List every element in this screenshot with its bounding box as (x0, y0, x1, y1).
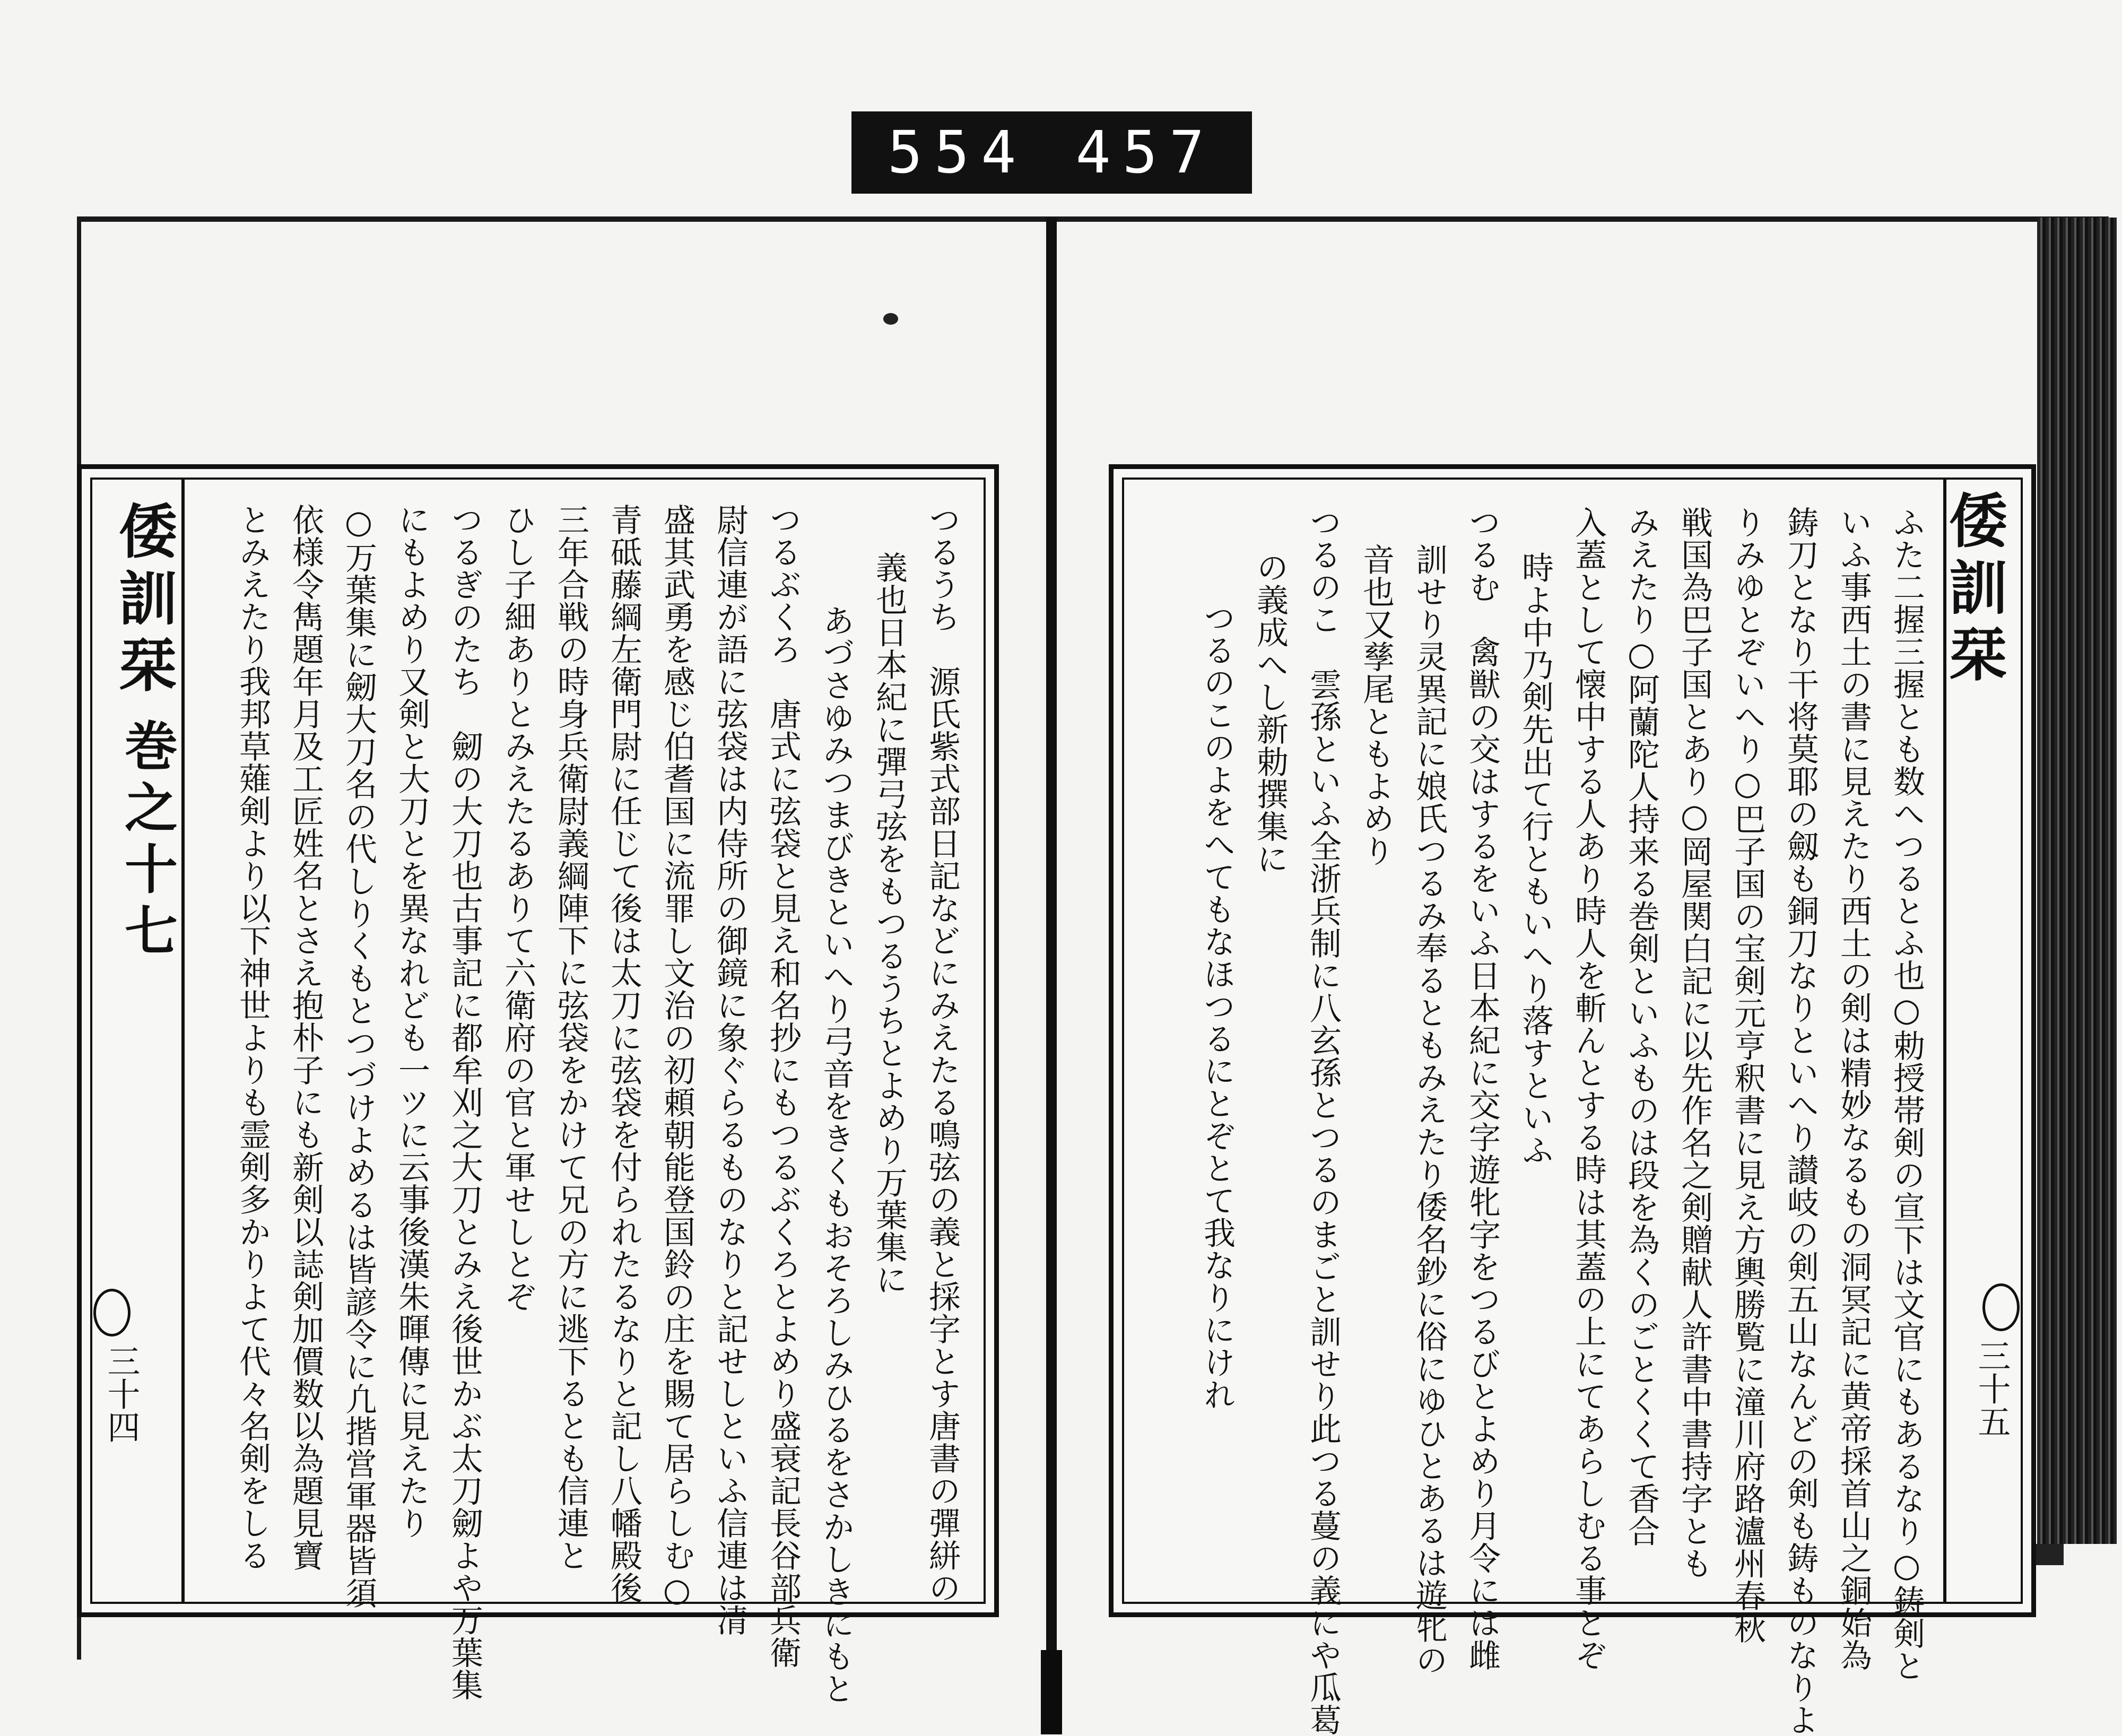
left-volume-label: 巻之十七 (116, 718, 178, 965)
right-text-column: 音也又孳尾ともよめり (1358, 543, 1395, 867)
ink-speck (883, 313, 898, 325)
left-text-column: 尉信連が語に弦袋は内侍所の御鏡に象ぐらるものなりと記せしといふ信連は清 (711, 504, 749, 1636)
left-text-column: とみえたり我邦草薙剣より以下神世よりも霊剣多かりよて代々名剣をしる (234, 504, 271, 1572)
right-text-column: 鋳刀となり干将莫耶の劔も銅刀なりといへり讃岐の剣五山なんどの剣も鋳ものなりよ (1782, 506, 1819, 1736)
right-text-column: つるのこ 雲孫といふ全浙兵制に八玄孫とつるのまごと訓せり此つる蔓の義にや瓜葛 (1304, 506, 1342, 1736)
left-text-column: 依様令雋題年月及工匠姓名とさえ抱朴子にも新剣以誌剣加價数以為題見寶 (287, 504, 324, 1572)
right-text-column: 訓せり灵異記に娘氏つるみ奉るともみえたり倭名鈔に俗にゆひとあるは遊牝の (1411, 543, 1448, 1676)
right-text-column: りみゆとぞいへり○巴子国の宝剣元亨釈書に見え方輿勝覧に潼川府路瀘州春秋 (1729, 506, 1766, 1644)
right-page (1109, 464, 2036, 1736)
scan-number-right: 457 (1075, 118, 1216, 186)
left-text-column: つるぶくろ 唐式に弦袋と見え和名抄にもつるぶくろとよめり盛衰記長谷部兵衛 (764, 504, 802, 1669)
left-text-column: 盛其武勇を感じ伯耆国に流罪し文治の初頼朝能登国鈴の庄を賜て居らしむ○ (658, 504, 695, 1609)
right-text-column: つるのこのよをへてもなほつるにとぞとて我なりにけれ (1198, 602, 1236, 1411)
page-stack-edge (2037, 218, 2117, 1544)
book-top-edge (77, 216, 2109, 222)
right-text-column: みえたり○阿蘭陀人持来る巻剣といふものは段を為くのごとくくて香合 (1623, 506, 1660, 1547)
left-text-column: 義也日本紀に彈弓弦をもつるうちとよめり万葉集に (871, 551, 908, 1296)
scan-number-label (851, 111, 1252, 194)
left-folio-number: 三十四 (102, 1344, 141, 1443)
right-text-column: の義成へし新勅撰集に (1251, 551, 1289, 875)
left-header-rule (181, 480, 185, 1602)
left-text-column: あづさゆみつまびきといへり弓音をきくもおそろしみひるをさかしきにもと (818, 604, 855, 1705)
left-text-column: ひし子細ありとみえたるありて六衛府の官と軍せしとぞ (499, 504, 536, 1313)
left-text-column: つるぎのたち 劒の大刀也古事記に都牟刈之大刀とみえ後世かぶ太刀劒よや万葉集 (446, 504, 483, 1701)
right-text-column: つるむ 禽獣の交はするをいふ日本紀に交字遊牝字をつるびとよめり月令には雌 (1464, 506, 1501, 1671)
left-page-title: 倭訓栞 (109, 501, 178, 701)
left-text-column: 青砥藤綱左衛門尉に任じて後は太刀に弦袋を付られたるなりと記し八幡殿後 (605, 504, 642, 1604)
left-folio-circle (93, 1289, 131, 1336)
right-text-column: 時よ中乃剣先出て行ともいへり落すといふ (1517, 551, 1554, 1166)
book-gutter (1046, 218, 1057, 1734)
right-text-column: 入蓋として懐中する人あり時人を斬んとする時は其蓋の上にてあらしむる事とぞ (1570, 506, 1607, 1671)
right-text-column: ふた二握三握とも数へつるとふ也○勅授帯剣の宣下は文官にもあるなり○鋳剣と (1888, 506, 1925, 1682)
right-text-column: いふ事西土の書に見えたり西土の剣は精妙なるもの洞冥記に黄帝採首山之銅始為 (1835, 506, 1872, 1671)
left-page (77, 464, 999, 1705)
left-text-column: 三年合戦の時身兵衛尉義綱陣下に弦袋をかけて兄の方に逃下るとも信連と (552, 504, 589, 1572)
left-text-column: にもよめり又剣と大刀とを異なれども一ツに云事後漢朱暉傳に見えたり (393, 504, 430, 1539)
right-page-title: 倭訓栞 (1940, 490, 2008, 691)
scan-number-left: 554 (887, 118, 1028, 186)
left-text-column: ○万葉集に劒大刀名の代しりくもとつづけよめるは皆諺令に凢揩営軍器皆須 (340, 504, 377, 1609)
right-text-column: 戦国為巴子国とあり○岡屋関白記に以先作名之剣贈献人許書中書持字とも (1676, 506, 1713, 1579)
left-text-column: つるうち 源氏紫式部日記などにみえたる鳴弦の義と採字とす唐書の彈絣の (924, 504, 961, 1604)
right-folio-number: 三十五 (1972, 1339, 2011, 1438)
right-folio-circle (1982, 1283, 2020, 1331)
gutter-foot (1041, 1650, 1062, 1734)
